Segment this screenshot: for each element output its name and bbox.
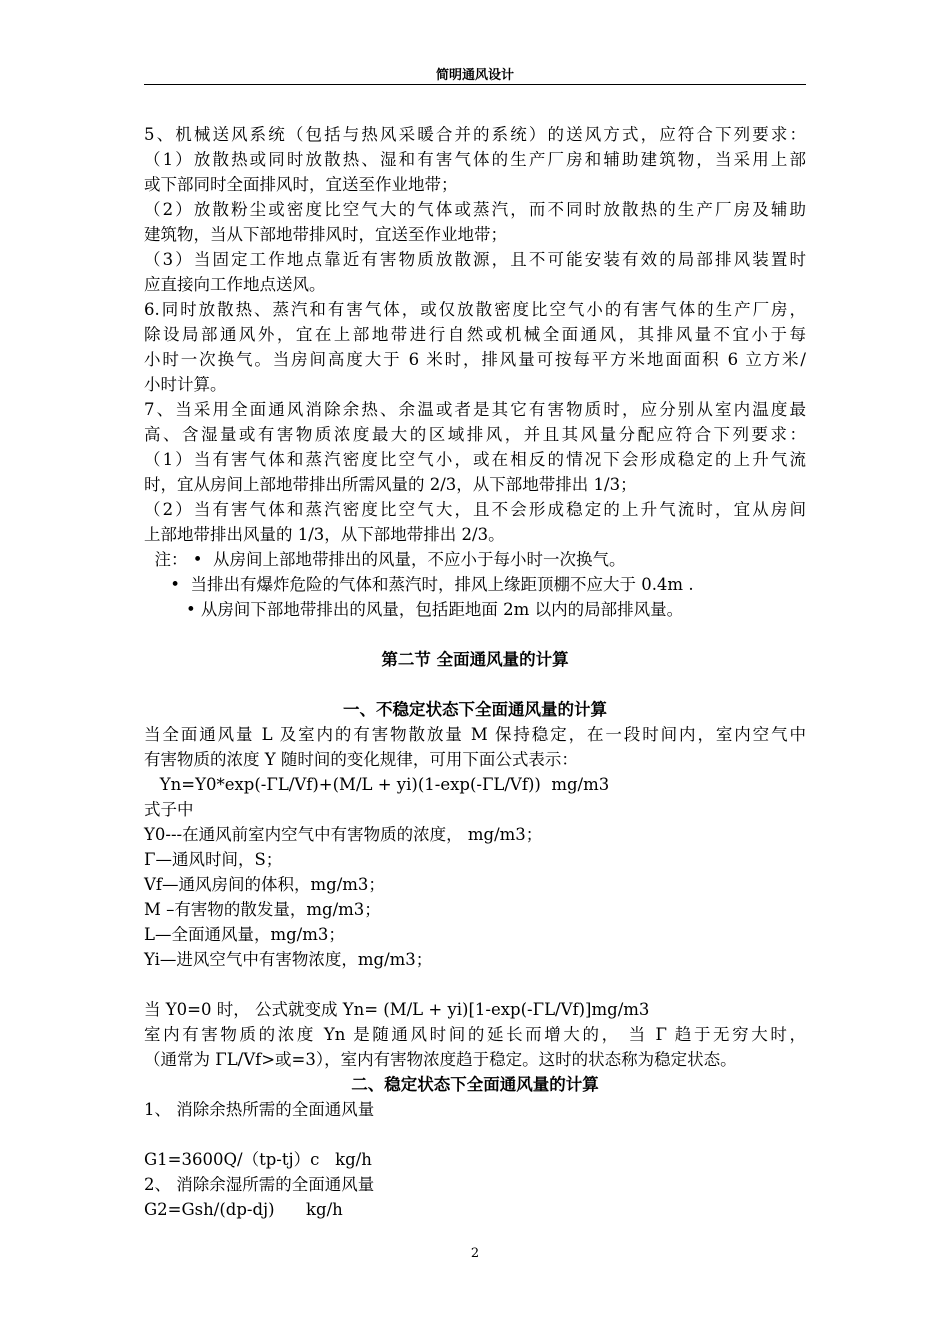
- para-line: 有害物质的浓度 Y 随时间的变化规律，可用下面公式表示：: [144, 750, 578, 769]
- section-heading: 第二节 全面通风量的计算: [381, 650, 569, 669]
- formula-line: G1=3600Q/（tp-tj）c kg/h: [144, 1150, 372, 1169]
- formula-line: G2=Gsh/(dp-dj) kg/h: [144, 1200, 343, 1219]
- para-line: 式子中: [144, 800, 194, 819]
- definition-line: L—全面通风量，mg/m3；: [144, 925, 345, 944]
- para-line: 5、机械送风系统（包括与热风采暖合并的系统）的送风方式，应符合下列要求：: [144, 125, 806, 144]
- para-line: 除设局部通风外，宜在上部地带进行自然或机械全面通风，其排风量不宜小于每: [144, 325, 806, 344]
- subsection-heading: 二、稳定状态下全面通风量的计算: [351, 1075, 599, 1094]
- blank-line: [144, 622, 806, 647]
- para-line: （通常为 ΓL/Vf>或=3），室内有害物浓度趋于稳定。这时的状态称为稳定状态。: [144, 1050, 737, 1069]
- blank-line: [144, 672, 806, 697]
- para-line: 高、含湿量或有害物质浓度最大的区域排风，并且其风量分配应符合下列要求：: [144, 425, 806, 444]
- note-line: 注： • 从房间上部地带排出的风量，不应小于每小时一次换气。: [144, 550, 626, 569]
- blank-line: [144, 972, 806, 997]
- para-line: 2、 消除余湿所需的全面通风量: [144, 1175, 375, 1194]
- page-header: 简明通风设计: [435, 68, 514, 83]
- para-line: 建筑物，当从下部地带排风时，宜送至作业地带；: [144, 225, 507, 244]
- page-number: 2: [470, 1246, 480, 1261]
- para-line: 小时计算。: [144, 375, 227, 394]
- para-line: 应直接向工作地点送风。: [144, 275, 326, 294]
- note-line: • 从房间下部地带排出的风量，包括距地面 2m 以内的局部排风量。: [144, 600, 684, 619]
- note-line: • 当排出有爆炸危险的气体和蒸汽时，排风上缘距顶棚不应大于 0.4m .: [144, 575, 694, 594]
- para-line: 6.同时放散热、蒸汽和有害气体，或仅放散密度比空气小的有害气体的生产厂房，: [144, 300, 806, 319]
- document-body: [144, 122, 806, 1222]
- para-line: 或下部同时全面排风时，宜送至作业地带；: [144, 175, 458, 194]
- definition-line: Vf—通风房间的体积，mg/m3；: [144, 875, 385, 894]
- formula-line: Yn=Y0*exp(-ΓL/Vf)+(M/L + yi)(1-exp(-ΓL/Vf)) mg/m3: [144, 775, 610, 794]
- definition-line: M –有害物的散发量，mg/m3；: [144, 900, 381, 919]
- para-line: （3）当固定工作地点靠近有害物质放散源，且不可能安装有效的局部排风装置时: [144, 250, 806, 269]
- para-line: 1、 消除余热所需的全面通风量: [144, 1100, 375, 1119]
- para-line: 室内有害物质的浓度 Yn 是随通风时间的延长而增大的， 当 Γ 趋于无穷大时，: [144, 1025, 806, 1044]
- header-rule: [144, 84, 806, 85]
- para-line: 7、当采用全面通风消除余热、余温或者是其它有害物质时，应分别从室内温度最: [144, 400, 806, 419]
- para-line: 小时一次换气。当房间高度大于 6 米时，排风量可按每平方米地面面积 6 立方米/: [144, 350, 806, 369]
- para-line: （1）放散热或同时放散热、湿和有害气体的生产厂房和辅助建筑物，当采用上部: [144, 150, 806, 169]
- subsection-heading: 一、不稳定状态下全面通风量的计算: [343, 700, 607, 719]
- para-line: （1）当有害气体和蒸汽密度比空气小，或在相反的情况下会形成稳定的上升气流: [144, 450, 806, 469]
- definition-line: Y0---在通风前室内空气中有害物质的浓度， mg/m3；: [144, 825, 543, 844]
- para-line: （2）当有害气体和蒸汽密度比空气大，且不会形成稳定的上升气流时，宜从房间: [144, 500, 806, 519]
- para-line: 上部地带排出风量的 1/3，从下部地带排出 2/3。: [144, 525, 505, 544]
- definition-line: Yi—进风空气中有害物浓度，mg/m3；: [144, 950, 433, 969]
- blank-line: [144, 1122, 806, 1147]
- para-line: 当全面通风量 L 及室内的有害物散放量 M 保持稳定，在一段时间内，室内空气中: [144, 725, 806, 744]
- para-line: （2）放散粉尘或密度比空气大的气体或蒸汽，而不同时放散热的生产厂房及辅助: [144, 200, 806, 219]
- formula-line: 当 Y0=0 时， 公式就变成 Yn= (M/L + yi)[1-exp(-ΓL/Vf)]mg/m3: [144, 1000, 650, 1019]
- para-line: 时，宜从房间上部地带排出所需风量的 2/3，从下部地带排出 1/3；: [144, 475, 637, 494]
- definition-line: Γ—通风时间，S；: [144, 850, 283, 869]
